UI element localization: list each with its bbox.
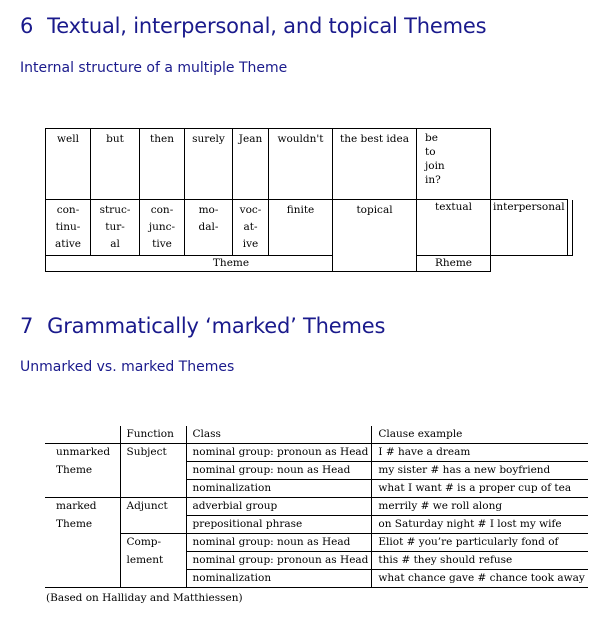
marked-label: marked bbox=[56, 500, 97, 512]
role-cell bbox=[140, 200, 185, 256]
class-cell: adverbial group bbox=[186, 498, 372, 516]
example-cell: what chance gave # chance took away bbox=[372, 570, 588, 588]
word-cell: then bbox=[140, 129, 185, 200]
example-cell: what I want # is a proper cup of tea bbox=[372, 480, 588, 498]
source-note: (Based on Halliday and Matthiessen) bbox=[46, 592, 243, 604]
unmarked-label-2: Theme bbox=[56, 463, 93, 476]
theme-structure-table bbox=[45, 128, 573, 272]
word-cell: the best idea bbox=[333, 129, 417, 200]
word-cell: but bbox=[91, 129, 140, 200]
class-cell: nominalization bbox=[186, 570, 372, 588]
function-cell: Comp- bbox=[120, 534, 186, 552]
role-cell: finite bbox=[269, 200, 333, 256]
class-cell: prepositional phrase bbox=[186, 516, 372, 534]
example-cell: Eliot # you’re particularly fond of bbox=[372, 534, 588, 552]
example-cell: merrily # we roll along bbox=[372, 498, 588, 516]
section-number: 6 bbox=[20, 14, 34, 38]
function-cell-empty bbox=[120, 570, 186, 588]
word-cell bbox=[417, 129, 491, 200]
role-cell bbox=[185, 200, 233, 256]
example-cell: my sister # has a new boyfriend bbox=[372, 462, 588, 480]
rheme-spacer-cell bbox=[567, 200, 572, 256]
header-class: Class bbox=[186, 426, 372, 444]
section-7-heading bbox=[20, 314, 385, 338]
label-empty-cell bbox=[45, 534, 120, 552]
word-cell: surely bbox=[185, 129, 233, 200]
role-text: con- tinu- ative bbox=[55, 204, 81, 250]
label-empty-cell bbox=[45, 570, 120, 588]
role-text: mo- dal- bbox=[198, 204, 219, 233]
word-cell-text: be to join in? bbox=[425, 132, 445, 186]
function-cell-empty bbox=[120, 516, 186, 534]
example-cell: this # they should refuse bbox=[372, 552, 588, 570]
function-cell: Adjunct bbox=[120, 498, 186, 516]
header-example: Clause example bbox=[372, 426, 588, 444]
section-6-heading bbox=[20, 14, 486, 38]
function-cell-empty bbox=[120, 480, 186, 498]
section-title: Grammatically ‘marked’ Themes bbox=[47, 314, 386, 338]
header-function: Function bbox=[120, 426, 186, 444]
role-cell: topical bbox=[333, 200, 417, 272]
class-cell: nominalization bbox=[186, 480, 372, 498]
example-cell: I # have a dream bbox=[372, 444, 588, 462]
marked-themes-table bbox=[45, 426, 588, 588]
function-cell: Subject bbox=[120, 444, 186, 462]
example-cell: on Saturday night # I lost my wife bbox=[372, 516, 588, 534]
role-text: voc- at- ive bbox=[239, 204, 262, 250]
role-text: con- junc- tive bbox=[148, 204, 176, 250]
section-6-subtitle: Internal structure of a multiple Theme bbox=[20, 60, 288, 76]
section-7-subtitle: Unmarked vs. marked Themes bbox=[20, 359, 235, 375]
unmarked-label: unmarked bbox=[56, 446, 111, 458]
section-number: 7 bbox=[20, 314, 34, 338]
role-cell bbox=[233, 200, 269, 256]
label-empty-cell bbox=[45, 552, 120, 570]
class-cell: nominal group: pronoun as Head bbox=[186, 444, 372, 462]
class-cell: nominal group: pronoun as Head bbox=[186, 552, 372, 570]
word-cell: Jean bbox=[233, 129, 269, 200]
word-cell: well bbox=[46, 129, 91, 200]
rheme-cell: Rheme bbox=[417, 256, 491, 272]
function-cell: lement bbox=[120, 552, 186, 570]
class-cell: nominal group: noun as Head bbox=[186, 462, 372, 480]
function-cell-empty bbox=[120, 462, 186, 480]
role-cell bbox=[91, 200, 140, 256]
header-empty-cell bbox=[45, 426, 120, 444]
marked-label-2: Theme bbox=[56, 517, 93, 530]
section-title: Textual, interpersonal, and topical Themes bbox=[47, 14, 487, 38]
theme-cell: Theme bbox=[46, 256, 417, 272]
role-text: struc- tur- al bbox=[99, 204, 131, 250]
textual-group-cell: textual bbox=[417, 200, 491, 256]
word-cell: wouldn't bbox=[269, 129, 333, 200]
class-cell: nominal group: noun as Head bbox=[186, 534, 372, 552]
role-cell bbox=[46, 200, 91, 256]
interpersonal-group-cell: interpersonal bbox=[491, 200, 568, 256]
label-empty-cell bbox=[45, 480, 120, 498]
